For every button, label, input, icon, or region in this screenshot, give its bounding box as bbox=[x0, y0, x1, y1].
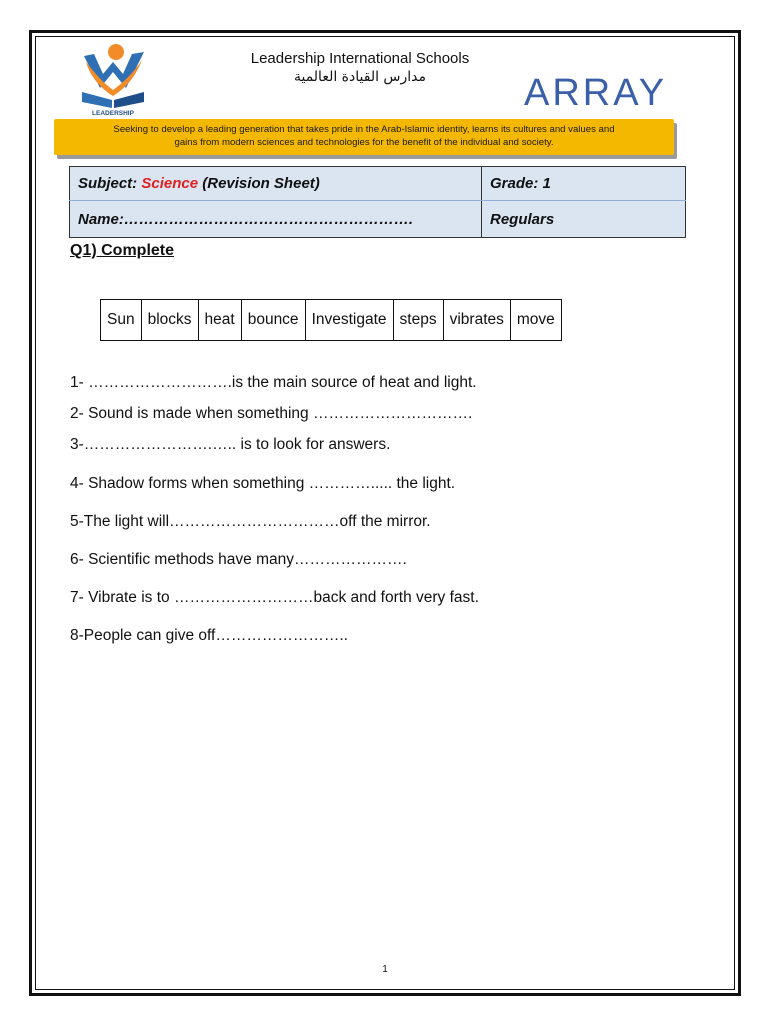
subject-suffix: (Revision Sheet) bbox=[202, 175, 320, 192]
grade-cell: Grade: 1 bbox=[482, 167, 686, 201]
question-item-4[interactable]: 4- Shadow forms when something …………..... the light. bbox=[70, 475, 456, 492]
array-logo: ARRAY bbox=[524, 72, 668, 114]
word-bank-item: Sun bbox=[101, 300, 142, 341]
mission-banner bbox=[54, 119, 674, 155]
word-bank bbox=[100, 299, 562, 341]
leadership-logo-text: LEADERSHIP bbox=[92, 110, 134, 117]
question-item-5[interactable]: 5-The light will……………………………off the mirror. bbox=[70, 513, 431, 530]
word-bank-item: blocks bbox=[141, 300, 198, 341]
word-bank-item: bounce bbox=[241, 300, 305, 341]
school-name-arabic: مدارس القيادة العالمية bbox=[293, 69, 427, 85]
subject-label: Subject: bbox=[78, 175, 138, 192]
info-table bbox=[69, 166, 686, 238]
question-item-1[interactable]: 1- ……………………….is the main source of heat and light. bbox=[70, 374, 477, 391]
question-item-2[interactable]: 2- Sound is made when something …………………………. bbox=[70, 405, 473, 422]
question-item-6[interactable]: 6- Scientific methods have many…………………. bbox=[70, 551, 407, 568]
subject-cell bbox=[70, 167, 482, 201]
word-bank-item: heat bbox=[198, 300, 241, 341]
mission-line-1: Seeking to develop a leading generation that takes pride in the Arab-Islamic identity, learns its cultures and values and bbox=[113, 124, 615, 135]
question-title: Q1) Complete bbox=[70, 242, 175, 259]
mission-line-2: gains from modern sciences and technologies for the benefit of the individual and society. bbox=[174, 137, 554, 148]
word-bank-item: move bbox=[510, 300, 561, 341]
name-field[interactable]: Name:…………………………………………………. bbox=[70, 201, 482, 238]
question-item-7[interactable]: 7- Vibrate is to ………………………back and forth very fast. bbox=[70, 589, 479, 606]
word-bank-item: Investigate bbox=[305, 300, 393, 341]
question-item-3[interactable]: 3-…………………….….. is to look for answers. bbox=[70, 436, 391, 453]
page-number: 1 bbox=[382, 964, 388, 975]
group-cell: Regulars bbox=[482, 201, 686, 238]
word-bank-item: vibrates bbox=[443, 300, 510, 341]
school-name-english: Leadership International Schools bbox=[250, 50, 470, 67]
leadership-logo bbox=[76, 42, 150, 118]
question-item-8[interactable]: 8-People can give off…………………….. bbox=[70, 627, 348, 644]
word-bank-item: steps bbox=[393, 300, 443, 341]
subject-value: Science bbox=[141, 175, 199, 192]
